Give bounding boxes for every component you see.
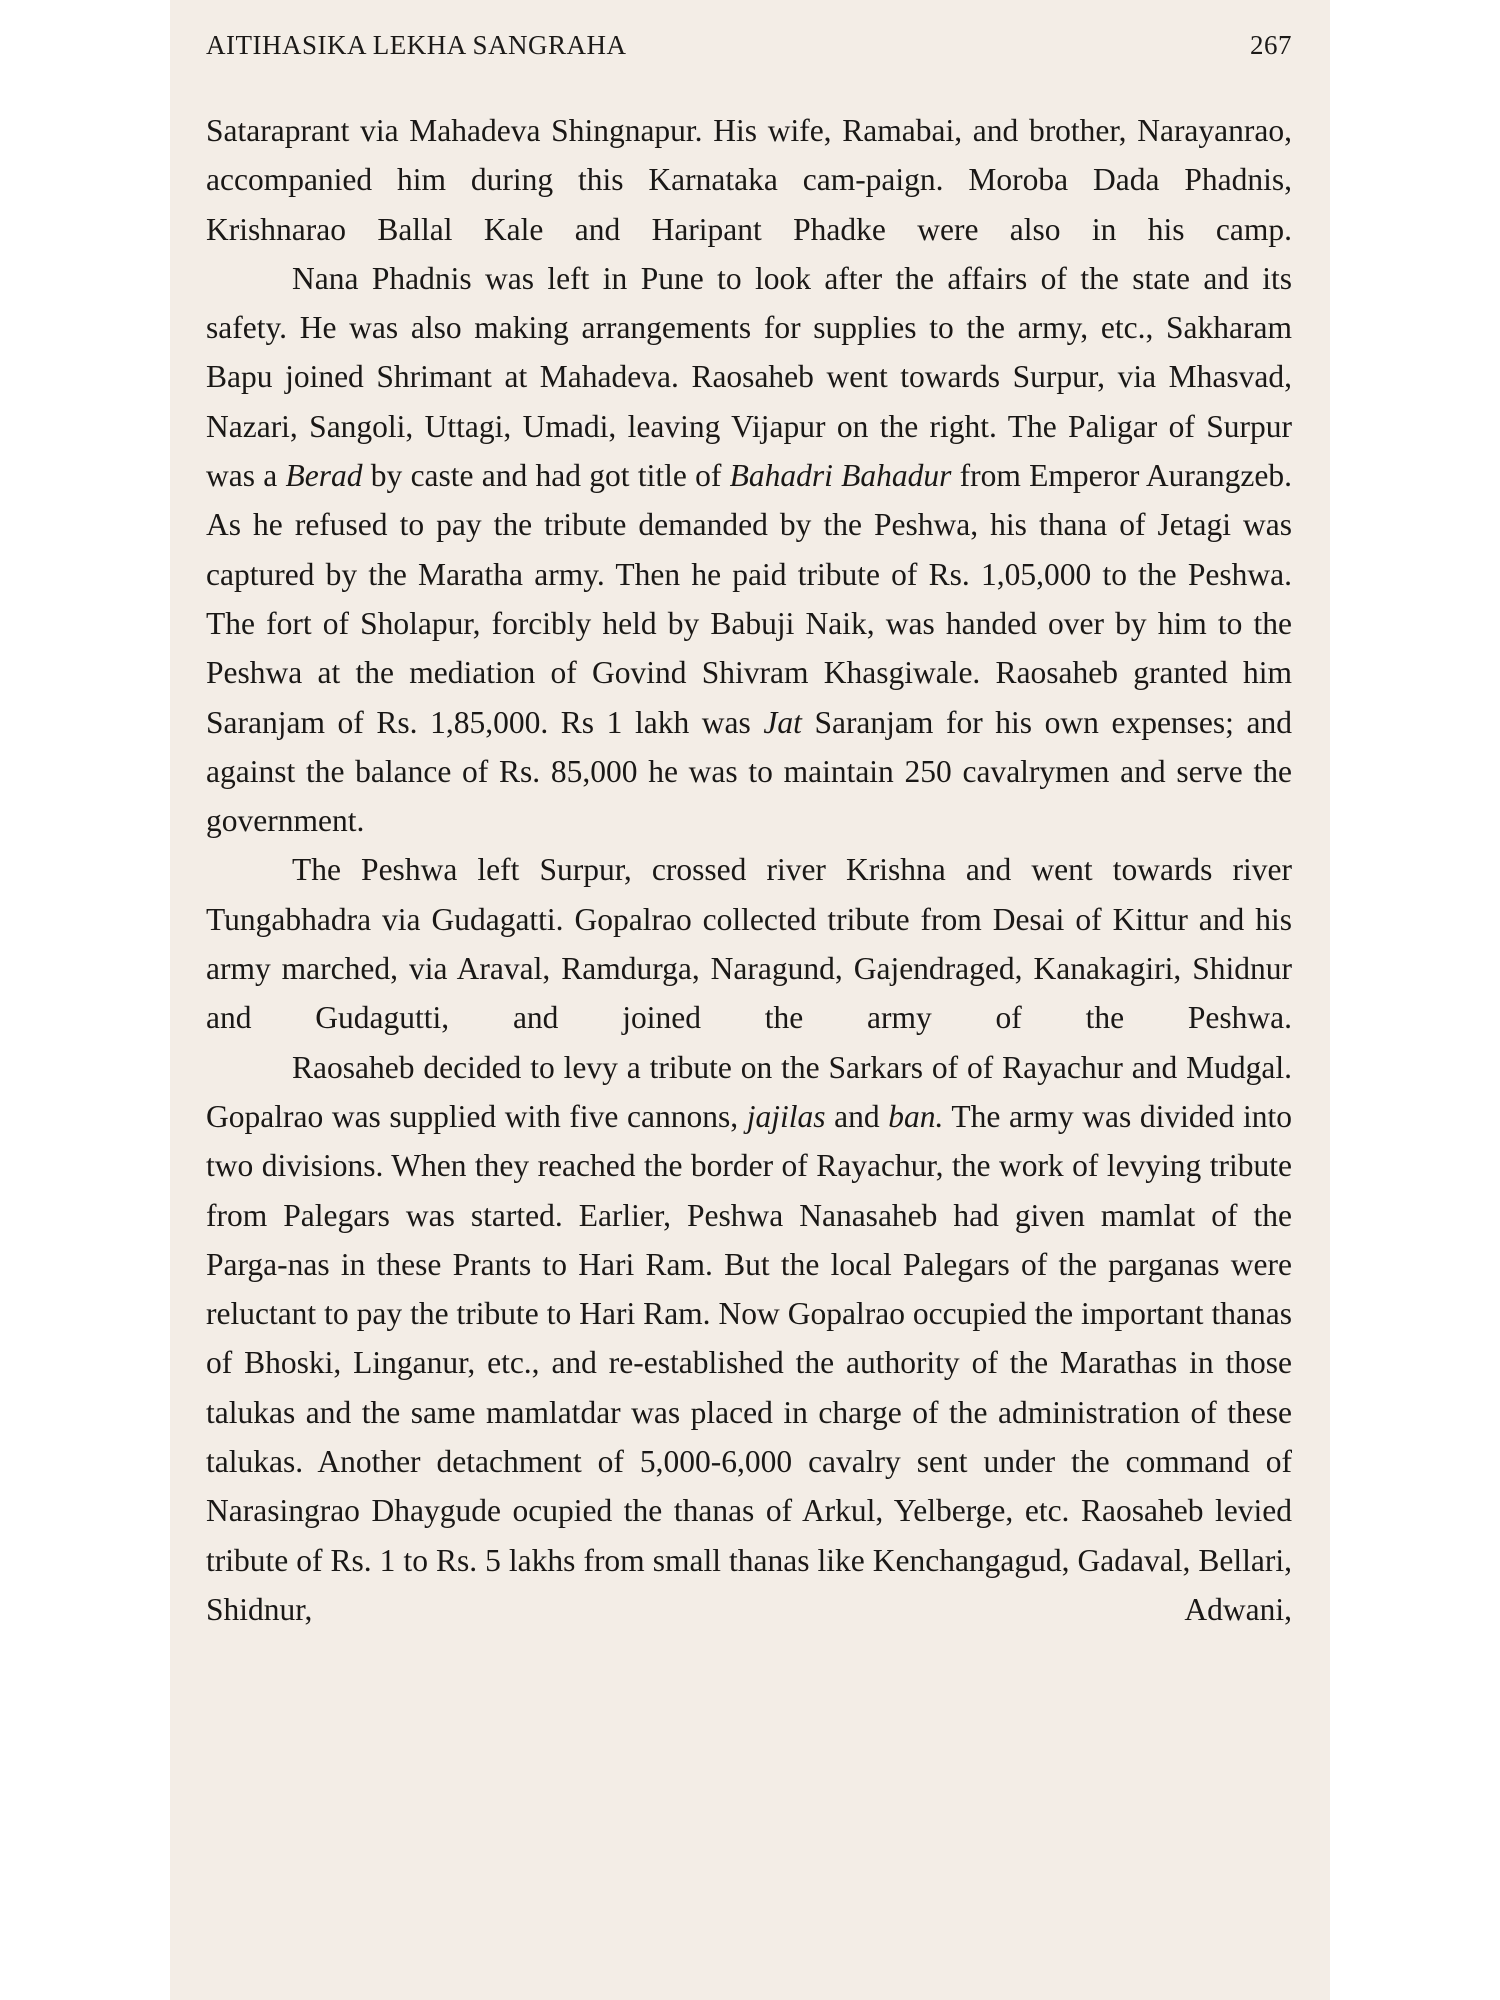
paragraph-4-italic-jajilas: jajilas xyxy=(746,1098,826,1134)
book-page xyxy=(170,0,1330,2000)
page-number: 267 xyxy=(1250,30,1292,60)
paragraph-3 xyxy=(206,845,1292,1042)
paragraph-4-text-c: The army was divided into two divisions. When they reached the border of Rayachur, the work of levying tribute from Palegars was started. Earlier, Peshwa Nanasaheb had given mamlat of the Parga-nas in these Prants to Hari Ram. But the local Palegars of the parganas were reluctant to pay the tribute to Hari Ram. Now Gopalrao occupied the important thanas of Bhoski, Linganur, etc., and re-established the authority of the Marathas in those talukas and the same mamlatdar was placed in charge of the administration of these talukas. Another detachment of 5,000-6,000 cavalry sent under the command of Narasingrao Dhaygude ocupied the thanas of Arkul, Yelberge, etc. Raosaheb levied tribute of Rs. 1 to Rs. 5 lakhs from small thanas like Kenchangagud, Gadaval, Bellari, Shidnur, Adwani, xyxy=(206,1098,1292,1627)
paragraph-2-text-d: Saranjam for his own expenses; and against the balance of Rs. 85,000 he was to maintain 250 cavalrymen and serve the government. xyxy=(206,704,1292,839)
paragraph-4-italic-ban: ban. xyxy=(888,1098,944,1134)
paragraph-2-text-a: Nana Phadnis was left in Pune to look after the affairs of the state and its safety. He was also making arrangements for supplies to the army, etc., Sakharam Bapu joined Shrimant at Mahadeva. Raosaheb went towards Surpur, via Mhasvad, Nazari, Sangoli, Uttagi, Umadi, leaving Vijapur on the right. The Paligar of Surpur was a xyxy=(206,260,1292,494)
paragraph-2-italic-berad: Berad xyxy=(285,458,363,494)
paragraph-1 xyxy=(206,106,1292,254)
page-body xyxy=(206,106,1292,1634)
page-header xyxy=(206,30,1292,70)
paragraph-1-text: Sataraprant via Mahadeva Shingnapur. His wife, Ramabai, and brother, Narayanrao, accompanied him during this Karnataka cam-paign. Moroba Dada Phadnis, Krishnarao Ballal Kale and Haripant Phadke were also in his camp. xyxy=(206,113,1292,247)
paragraph-2-text-c: from Emperor Aurangzeb. As he refused to pay the tribute demanded by the Peshwa, his thana of Jetagi was captured by the Maratha army. Then he paid tribute of Rs. 1,05,000 to the Peshwa. The fort of Sholapur, forcibly held by Babuji Naik, was handed over by him to the Peshwa at the mediation of Govind Shivram Khasgiwale. Raosaheb granted him Saranjam of Rs. 1,85,000. Rs 1 lakh was xyxy=(206,458,1292,740)
paragraph-4-text-a: Raosaheb decided to levy a tribute on the Sarkars of of Rayachur and Mudgal. Gopalrao was supplied with five cannons, xyxy=(206,1049,1292,1134)
running-title: AITIHASIKA LEKHA SANGRAHA xyxy=(206,30,627,60)
paragraph-2 xyxy=(206,254,1292,846)
paragraph-2-italic-jat: Jat xyxy=(763,704,802,740)
paragraph-4-text-b: and xyxy=(825,1098,889,1134)
paragraph-4 xyxy=(206,1043,1292,1635)
paragraph-2-text-b: by caste and had got title of xyxy=(362,458,730,494)
paragraph-2-italic-bahadri: Bahadri Bahadur xyxy=(729,458,952,494)
paragraph-3-text: The Peshwa left Surpur, crossed river Krishna and went towards river Tungabhadra via Gudagatti. Gopalrao collected tribute from Desai of Kittur and his army marched, via Araval, Ramdurga, Naragund, Gajendraged, Kanakagiri, Shidnur and Gudagutti, and joined the army of the Peshwa. xyxy=(206,852,1292,1036)
